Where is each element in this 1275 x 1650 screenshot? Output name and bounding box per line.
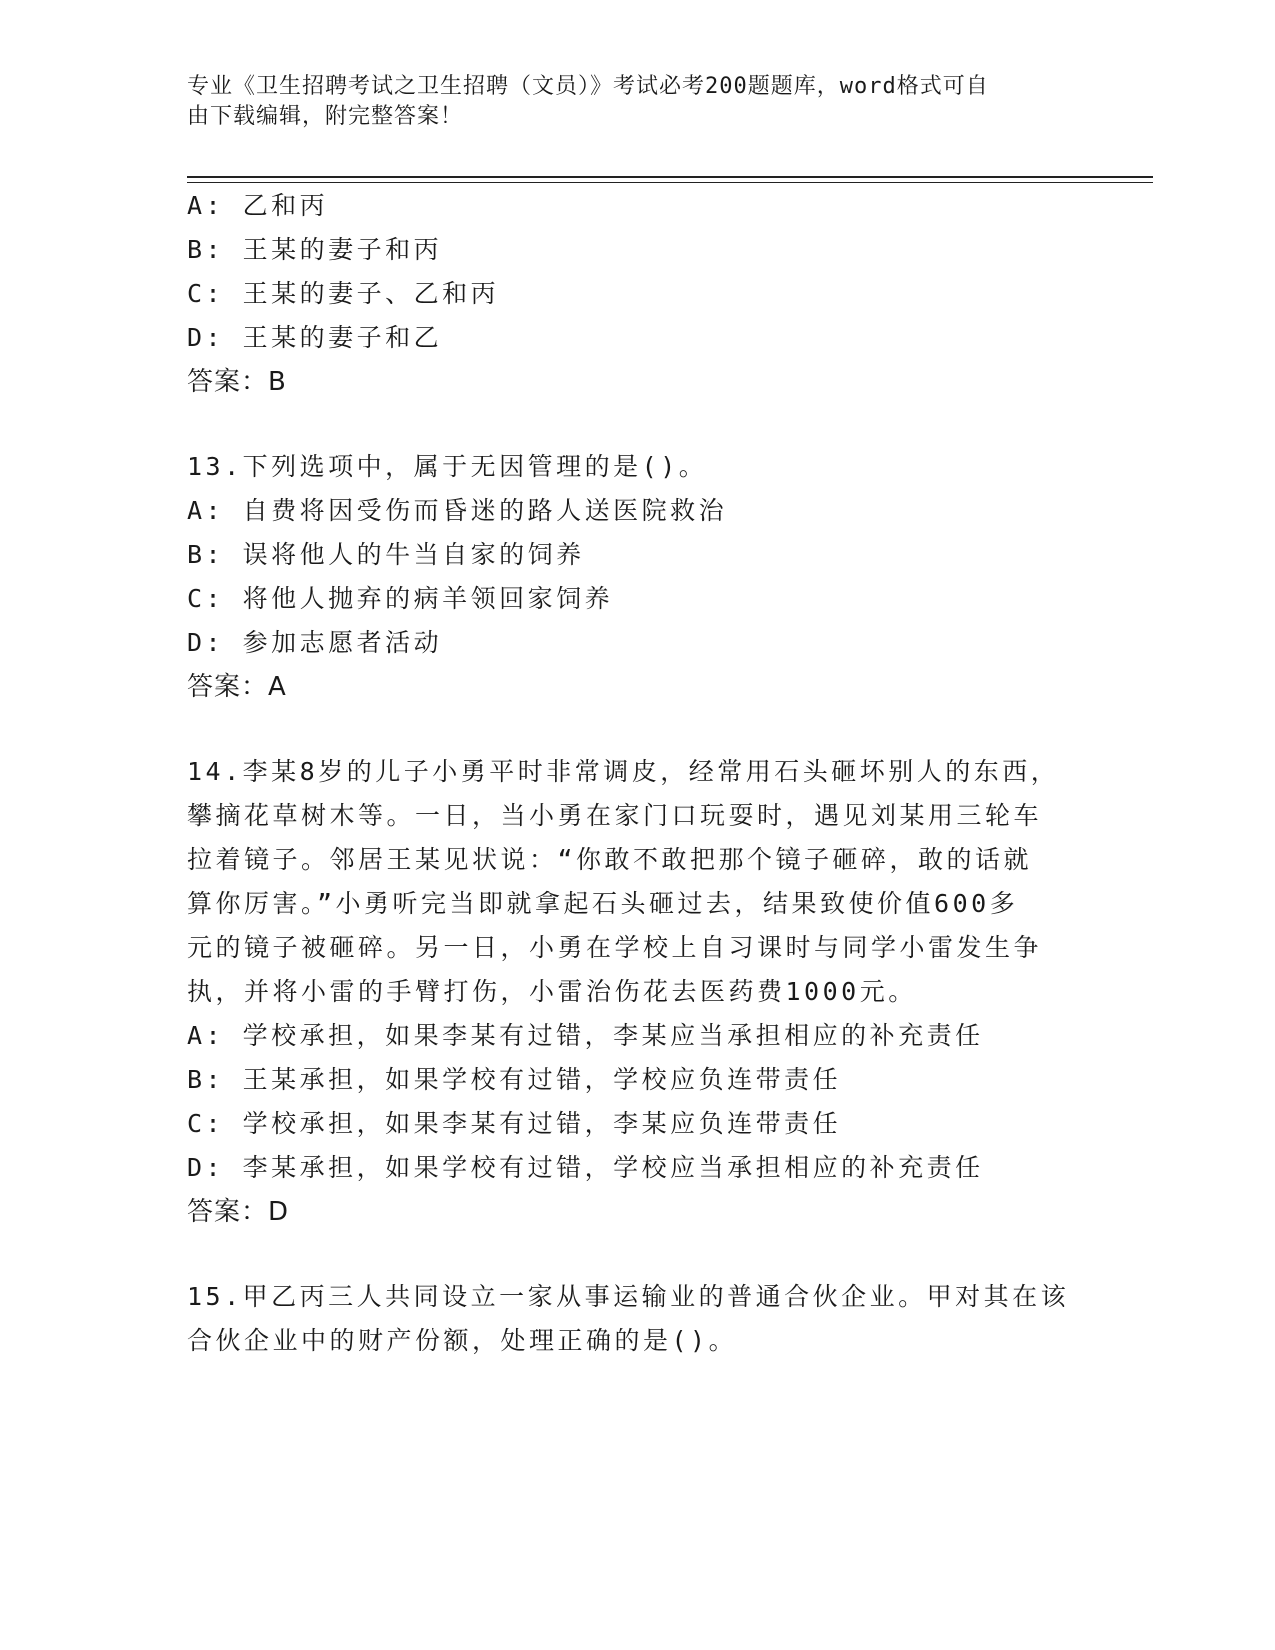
question-stem-line: 15.甲乙丙三人共同设立一家从事运输业的普通合伙企业。甲对其在该 [187, 1282, 1070, 1311]
header-line-2: 由下载编辑，附完整答案！ [187, 104, 464, 129]
option-c: C: 将他人抛弃的病羊领回家饲养 [187, 584, 614, 613]
option-d: D: 王某的妻子和乙 [187, 323, 443, 352]
option-b: B: 王某承担，如果学校有过错，学校应负连带责任 [187, 1065, 842, 1094]
question-stem-line: 元的镜子被砸碎。另一日，小勇在学校上自习课时与同学小雷发生争 [187, 933, 1043, 962]
option-b: B: 王某的妻子和丙 [187, 235, 443, 264]
option-d: D: 参加志愿者活动 [187, 628, 443, 657]
option-a: A: 学校承担，如果李某有过错，李某应当承担相应的补充责任 [187, 1021, 984, 1050]
answer-label: 答案：D [187, 1197, 290, 1227]
header-line-1: 专业《卫生招聘考试之卫生招聘（文员）》考试必考200题题库，word格式可自 [187, 74, 989, 99]
header-divider-thick [187, 176, 1153, 178]
question-stem-line: 14.李某8岁的儿子小勇平时非常调皮，经常用石头砸坏别人的东西， [187, 757, 1060, 786]
option-c: C: 学校承担，如果李某有过错，李某应负连带责任 [187, 1109, 842, 1138]
question-stem-line: 拉着镜子。邻居王某见状说：“你敢不敢把那个镜子砸碎，敢的话就 [187, 845, 1033, 874]
question-stem-line: 执，并将小雷的手臂打伤，小雷治伤花去医药费1000元。 [187, 977, 917, 1006]
option-b: B: 误将他人的牛当自家的饲养 [187, 540, 585, 569]
option-a: A: 乙和丙 [187, 191, 329, 220]
header-divider-thin [187, 182, 1153, 183]
answer-label: 答案：B [187, 367, 287, 397]
question-stem-line: 合伙企业中的财产份额，处理正确的是()。 [187, 1326, 738, 1355]
question-stem-line: 攀摘花草树木等。一日，当小勇在家门口玩耍时，遇见刘某用三轮车 [187, 801, 1043, 830]
option-c: C: 王某的妻子、乙和丙 [187, 279, 500, 308]
option-d: D: 李某承担，如果学校有过错，学校应当承担相应的补充责任 [187, 1153, 984, 1182]
answer-label: 答案：A [187, 672, 287, 702]
option-a: A: 自费将因受伤而昏迷的路人送医院救治 [187, 496, 728, 525]
question-stem: 13.下列选项中，属于无因管理的是()。 [187, 452, 708, 481]
question-stem-line: 算你厉害。”小勇听完当即就拿起石头砸过去，结果致使价值600多 [187, 889, 1019, 918]
document-header [187, 72, 1087, 132]
